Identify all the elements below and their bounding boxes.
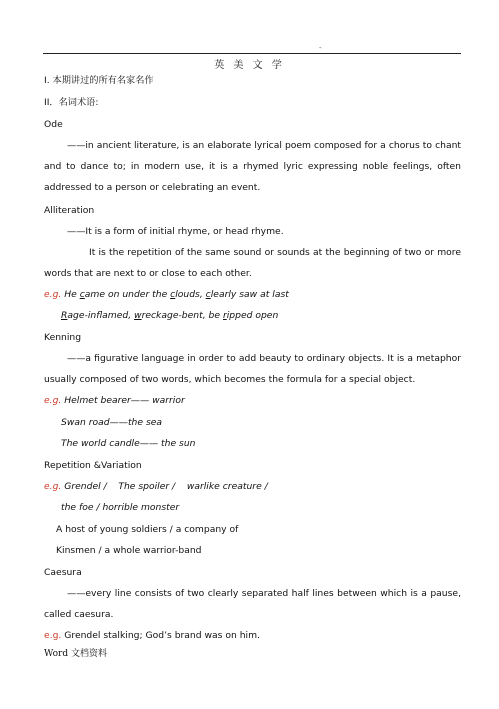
- repetition-example-2: the foe / horrible monster: [61, 502, 180, 513]
- example-text: Grendel stalking; God’s brand was on him.: [61, 630, 260, 641]
- eg-label: e.g.: [44, 481, 62, 492]
- alliteration-definition-line-1: ——It is a form of initial rhyme, or head rhyme.: [67, 226, 284, 237]
- example-text: age-inflamed,: [67, 310, 135, 321]
- kenning-example-1: [44, 395, 185, 407]
- term-kenning: Kenning: [44, 332, 82, 343]
- example-text: Grendel / The spoiler / warlike creature /: [61, 481, 268, 492]
- alliterated-letter: w: [134, 310, 142, 321]
- kenning-example-3: The world candle—— the sun: [61, 438, 196, 449]
- example-text: ame on under the: [84, 289, 171, 300]
- term-repetition-variation: Repetition &Variation: [44, 460, 142, 471]
- alliterated-letter: c: [205, 289, 211, 300]
- alliterated-letter: c: [170, 289, 176, 300]
- example-text: ipped open: [226, 310, 279, 321]
- example-text: reckage-bent, be: [141, 310, 223, 321]
- alliteration-definition-line-2: It is the repetition of the same sound or sounds at the beginning of two or more: [89, 247, 461, 258]
- footer-text: Word 文档资料: [44, 649, 107, 659]
- alliteration-example-1: [44, 289, 289, 301]
- ode-definition-line-3: addressed to a person or celebrating an event.: [44, 182, 261, 193]
- eg-label: e.g.: [44, 395, 62, 406]
- term-alliteration: Alliteration: [44, 205, 95, 216]
- alliteration-definition-line-3: words that are next to or close to each other.: [44, 268, 252, 279]
- alliteration-example-2: [61, 310, 278, 322]
- example-text: Helmet bearer—— warrior: [61, 395, 185, 406]
- term-caesura: Caesura: [44, 567, 82, 578]
- header-mark: -: [319, 44, 322, 52]
- term-ode: Ode: [44, 119, 63, 130]
- header-rule: [43, 53, 461, 54]
- ode-definition-line-1: ——in ancient literature, is an elaborate lyrical poem composed for a chorus to chant: [67, 140, 461, 151]
- page-title: 英 美 文 学: [214, 60, 285, 71]
- alliterated-letter: r: [222, 310, 227, 321]
- kenning-example-2: Swan road——the sea: [61, 417, 163, 428]
- caesura-definition-line-2: called caesura.: [44, 609, 114, 620]
- caesura-definition-line-1: ——every line consists of two clearly separated half lines between which is a pause,: [67, 588, 461, 599]
- section-heading-1: I. 本期讲过的所有名家名作: [44, 75, 154, 86]
- repetition-example-1: [44, 481, 268, 493]
- alliterated-letter: c: [79, 289, 85, 300]
- section-heading-2: II．名词术语:: [44, 97, 99, 108]
- eg-label: e.g.: [44, 289, 62, 300]
- eg-label: e.g.: [44, 630, 62, 641]
- kenning-definition-line-2: usually composed of two words, which becomes the formula for a special object.: [44, 374, 416, 385]
- example-text: learly saw at last: [210, 289, 289, 300]
- ode-definition-line-2: and to dance to; in modern use, it is a rhymed lyric expressing noble feelings, often: [44, 161, 461, 172]
- caesura-example-1: [44, 630, 260, 642]
- repetition-example-3: A host of young soldiers / a company of: [56, 524, 239, 535]
- example-text: louds,: [175, 289, 206, 300]
- kenning-definition-line-1: ——a figurative language in order to add beauty to ordinary objects. It is a metaphor: [67, 353, 461, 364]
- example-text: He: [61, 289, 80, 300]
- repetition-example-4: Kinsmen / a whole warrior-band: [56, 545, 202, 556]
- alliterated-letter: R: [61, 310, 68, 321]
